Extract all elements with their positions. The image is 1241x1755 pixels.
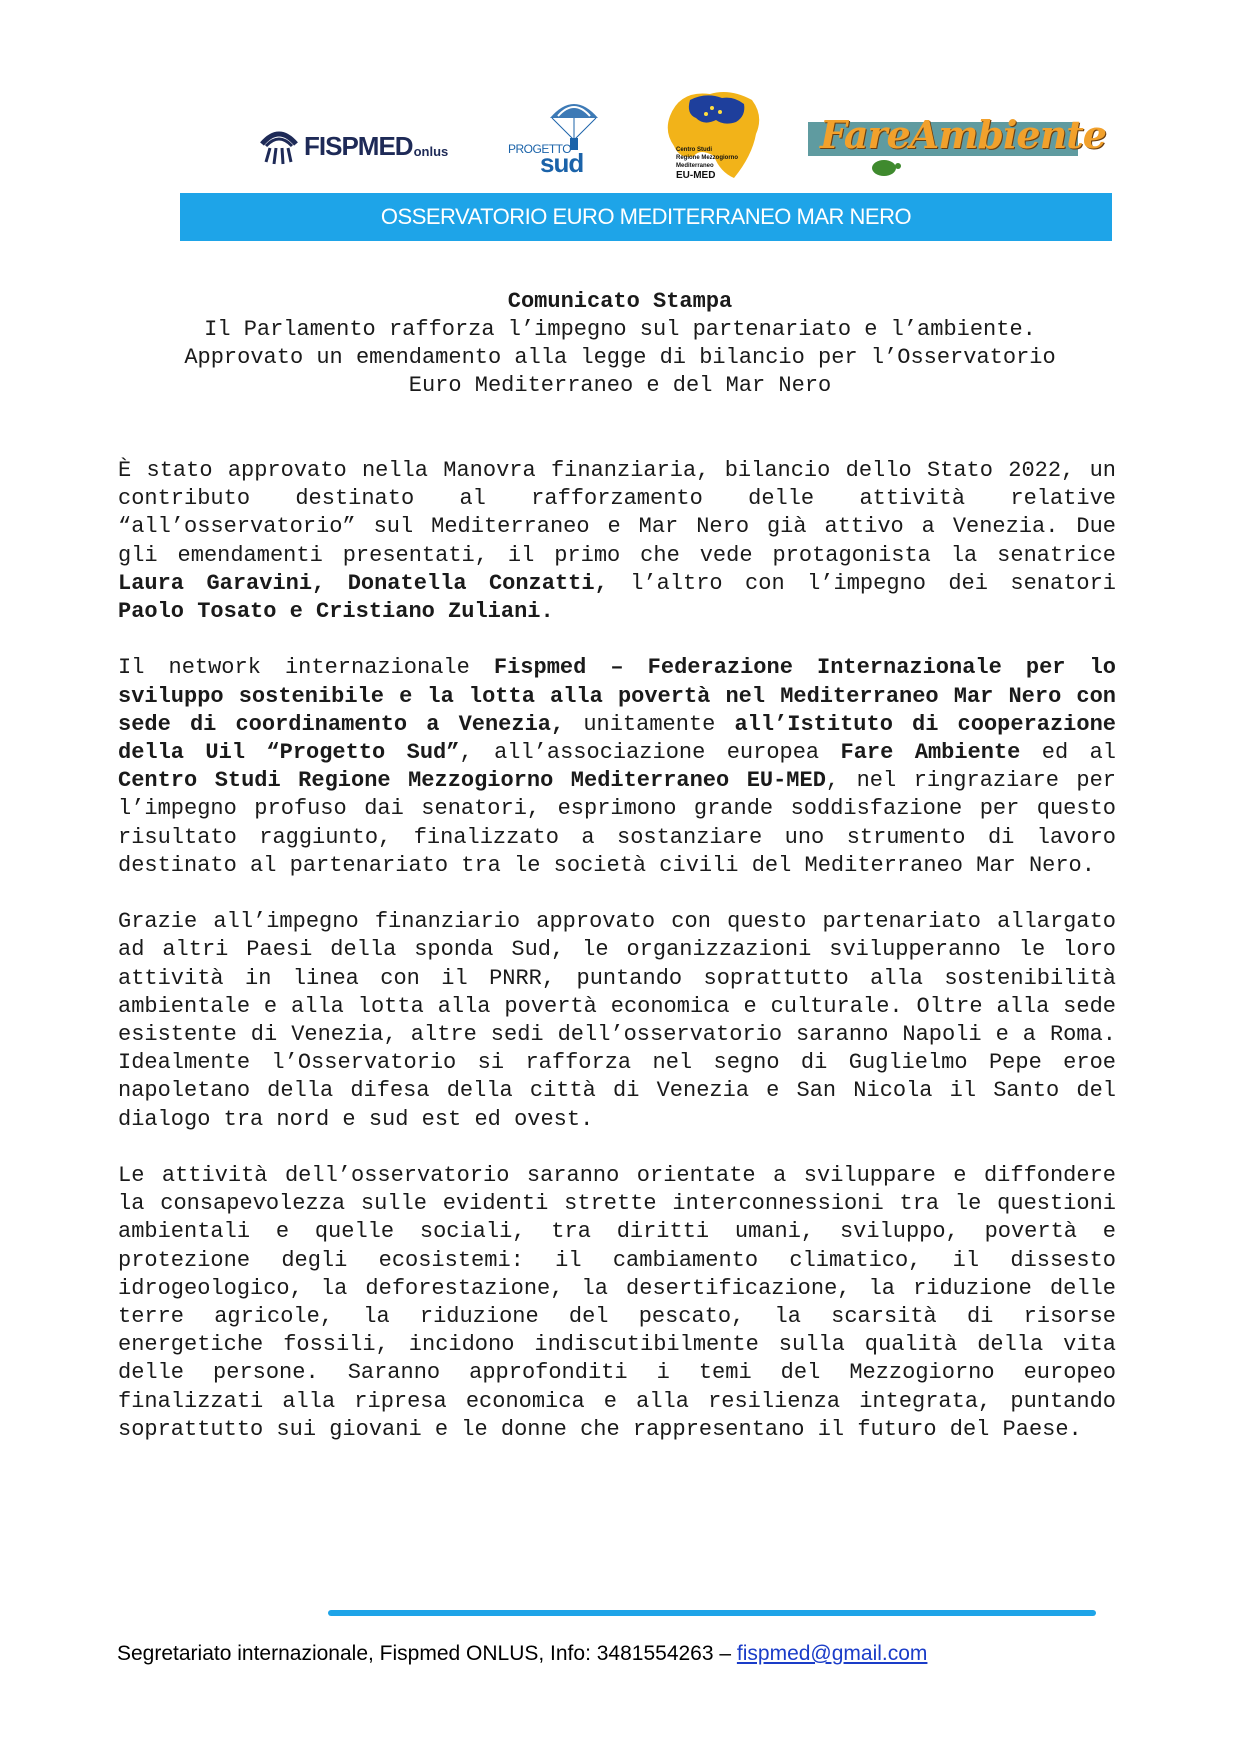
progetto-sud-logo xyxy=(508,96,598,176)
progetto-sud-logo-line1: PROGETTO xyxy=(508,142,572,156)
paragraph-4: Le attività dell’osservatorio saranno orientate a sviluppare e diffondere la consapevolezza sulle evidenti strette interconnessioni tra le questioni ambientali e quelle sociali, tra diritti umani, sviluppo, povertà e protezione degli ecosistemi: il cambiamento climatico, il dissesto idrogeologico, la deforestazione, la desertificazione, la riduzione delle terre agricole, la riduzione del pescato, la scarsità di risorse energetiche fossili, incidono indiscutibilmente sulla qualità della vita delle persone. Saranno approfonditi i temi del Mezzogiorno europeo finalizzati alla ripresa economica e alla resilienza integrata, puntando soprattutto sui giovani e le donne che rappresentano il futuro del Paese. xyxy=(118,1163,1116,1442)
fispmed-logo-name: FISPMED xyxy=(304,130,413,161)
paragraph-2 xyxy=(118,654,1116,880)
paragraph-2-text-3: , all’associazione europea xyxy=(459,740,841,766)
footer-email-link[interactable]: fispmed@gmail.com xyxy=(736,1642,928,1665)
paragraph-2-text-4: ed al xyxy=(1020,740,1116,766)
title-line-3: Euro Mediterraneo e del Mar Nero xyxy=(408,373,832,398)
fispmed-shell-icon xyxy=(258,126,300,166)
press-release-heading: Comunicato Stampa xyxy=(507,289,733,314)
paragraph-2-text-1: Il network internazionale xyxy=(118,655,494,681)
press-release-body xyxy=(118,457,1116,1472)
eumed-logo-line2: Regione Mezzogiorno Mediterraneo xyxy=(676,155,738,169)
fispmed-logo xyxy=(258,126,448,166)
press-release-title xyxy=(110,288,1130,400)
paragraph-1-text-1: È stato approvato nella Manovra finanziaria, bilancio dello Stato 2022, un contributo destinato al rafforzamento delle attività relative “all’osservatorio” sul Mediterraneo e Mar Nero già attivo a Venezia. Due gli emendamenti presentati, il primo che vede protagonista la senatrice xyxy=(118,458,1116,568)
paragraph-1-bold-1: Laura Garavini, Donatella Conzatti, xyxy=(118,570,608,596)
paragraph-1-text-2: l’altro con l’impegno dei senatori xyxy=(607,570,1117,596)
paragraph-2-bold-4: Centro Studi Regione Mezzogiorno Mediterraneo EU-MED xyxy=(118,768,826,794)
fispmed-logo-suffix: onlus xyxy=(413,143,449,159)
eumed-logo xyxy=(660,86,770,186)
eumed-logo-text xyxy=(676,146,766,182)
observatory-banner-text: OSSERVATORIO EURO MEDITERRANEO MAR NERO xyxy=(380,204,912,229)
paragraph-2-bold-1: Fispmed – Federazione Internazionale per lo sviluppo sostenibile e la lotta alla povertà nel Mediterraneo Mar Nero con sede di coordinamento a Venezia, xyxy=(118,655,1116,737)
turtle-icon xyxy=(866,156,902,178)
paragraph-2-bold-2: all’Istituto di cooperazione della Uil “Progetto Sud” xyxy=(118,711,1116,766)
title-line-2: Approvato un emendamento alla legge di bilancio per l’Osservatorio xyxy=(184,345,1056,370)
paragraph-2-bold-3: Fare Ambiente xyxy=(840,740,1021,766)
paragraph-1-bold-2: Paolo Tosato e Cristiano Zuliani. xyxy=(118,599,554,625)
logo-row xyxy=(250,86,1106,186)
paragraph-3: Grazie all’impegno finanziario approvato con questo partenariato allargato ad altri Paesi della sponda Sud, le organizzazioni svilupperanno le loro attività in linea con il PNRR, puntando soprattutto alla sostenibilità ambientale e alla lotta alla povertà economica e culturale. Oltre alla sede esistente di Venezia, altre sedi dell’osservatorio saranno Napoli e a Roma. Idealmente l’Osservatorio si rafforza nel segno di Guglielmo Pepe eroe napoletano della difesa della città di Venezia e San Nicola il Santo del dialogo tra nord e sud est ed ovest. xyxy=(118,909,1116,1132)
eumed-logo-line1: Centro Studi xyxy=(676,147,712,153)
fare-ambiente-logo-subtitle: MOVIMENTO ECOLOGISTA EUROPEO xyxy=(906,160,1047,167)
observatory-banner xyxy=(180,193,1112,241)
footer-divider xyxy=(328,1610,1096,1616)
paragraph-2-text-2: unitamente xyxy=(564,711,735,737)
progetto-sud-logo-line2: sud xyxy=(540,148,584,178)
fare-ambiente-logo-word: FareAmbiente xyxy=(820,112,1106,157)
fare-ambiente-logo xyxy=(808,112,1106,167)
footer-contact xyxy=(117,1642,927,1666)
footer-text: Segretariato internazionale, Fispmed ONLUS, Info: 3481554263 – xyxy=(117,1642,737,1665)
paragraph-1 xyxy=(118,457,1116,626)
paragraph-2-text-5: , nel ringraziare per l’impegno profuso dai senatori, esprimono grande soddisfazione per questo risultato raggiunto, finalizzato a sostanziare uno strumento di lavoro destinato al partenariato tra le società civili del Mediterraneo Mar Nero. xyxy=(118,768,1117,878)
title-line-1: Il Parlamento rafforza l’impegno sul partenariato e l’ambiente. xyxy=(204,317,1036,342)
eumed-logo-line3: EU-MED xyxy=(676,170,716,181)
